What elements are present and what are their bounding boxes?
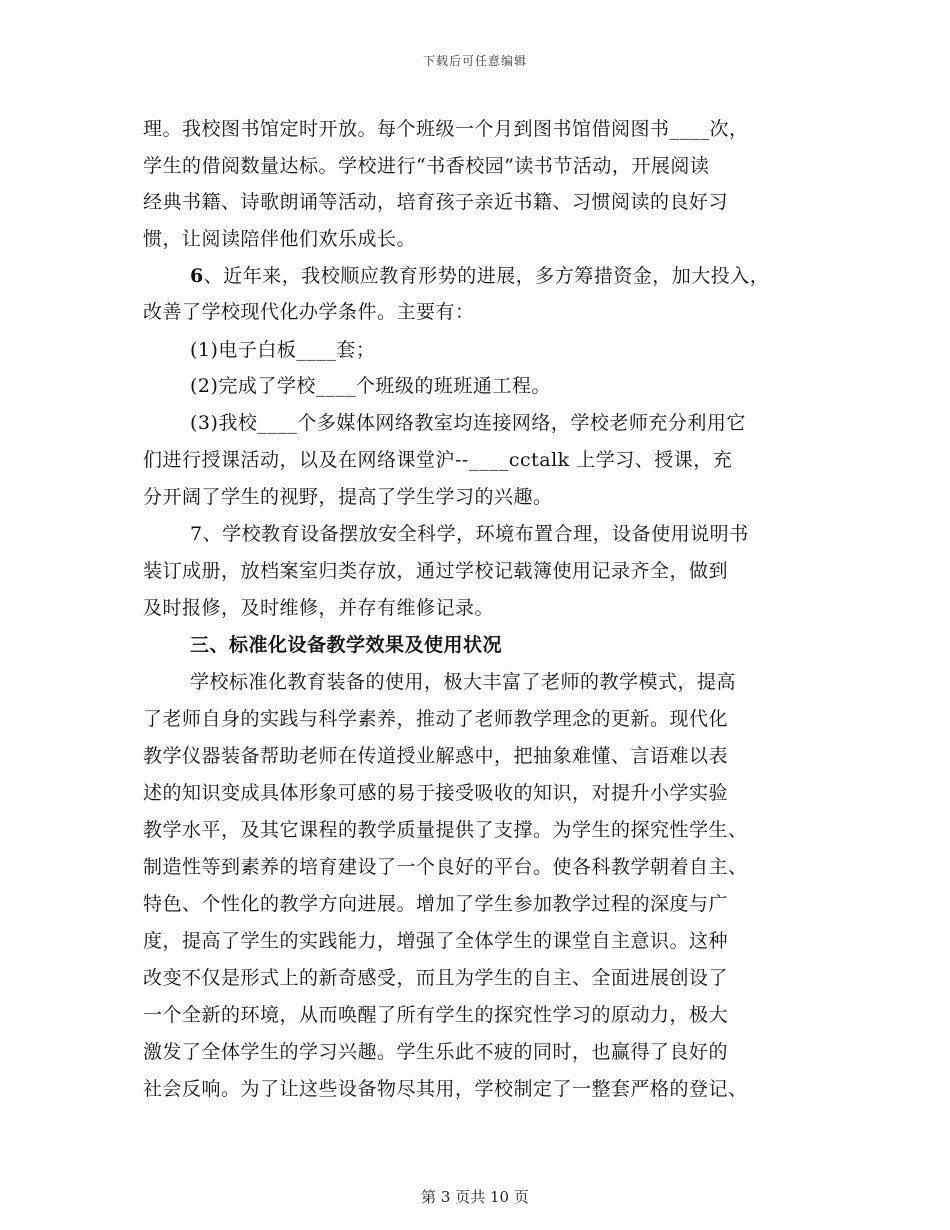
text-line: 经典书籍、诗歌朗诵等活动，培育孩子亲近书籍、习惯阅读的良好习	[143, 191, 729, 213]
text-line: 一个全新的环境，从而唤醒了所有学生的探究性学习的原动力，极大	[143, 1004, 729, 1026]
text-line: 及时报修，及时维修，并存有维修记录。	[143, 597, 495, 619]
text-line: 教学水平，及其它课程的教学质量提供了支撑。为学生的探究性学生、	[143, 819, 748, 841]
item-number: 6	[190, 265, 204, 287]
text-line: 制造性等到素养的培育建设了一个良好的平台。使各科教学朝着自主、	[143, 856, 748, 878]
page-footer: 第 3 页共 10 页	[421, 1188, 529, 1206]
text-line: 学校标准化教育装备的使用，极大丰富了老师的教学模式，提高	[190, 671, 737, 693]
text-line: 改善了学校现代化办学条件。主要有：	[143, 301, 475, 323]
section-heading: 三、标准化设备教学效果及使用状况	[190, 634, 503, 656]
text-line: 述的知识变成具体形象可感的易于接受吸收的知识，对提升小学实验	[143, 782, 729, 804]
text-line: (3)我校____个多媒体网络教室均连接网络，学校老师充分利用它	[190, 412, 746, 434]
text-line: (2)完成了学校____个班级的班班通工程。	[190, 375, 551, 397]
text-line: 激发了全体学生的学习兴趣。学生乐此不疲的同时，也赢得了良好的	[143, 1041, 729, 1063]
text-line: 特色、个性化的教学方向进展。增加了学生参加教学过程的深度与广	[143, 893, 729, 915]
text-line	[190, 264, 769, 288]
text-span: 、近年来，我校顺应教育形势的进展，多方筹措资金，加大投入，	[203, 265, 770, 287]
text-line: 7、学校教育设备摆放安全科学，环境布置合理，设备使用说明书	[190, 523, 749, 545]
text-line: 学生的借阅数量达标。学校进行“书香校园”读书节活动，开展阅读	[143, 155, 710, 177]
text-line: 们进行授课活动，以及在网络课堂沪--____cctalk 上学习、授课，充	[143, 449, 733, 471]
text-line: 分开阔了学生的视野，提高了学生学习的兴趣。	[143, 486, 553, 508]
text-line: 教学仪器装备帮助老师在传道授业解惑中，把抽象难懂、言语难以表	[143, 745, 729, 767]
text-line: 惯，让阅读陪伴他们欢乐成长。	[143, 228, 417, 250]
page-header: 下载后可任意编辑	[422, 54, 527, 68]
text-line: 理。我校图书馆定时开放。每个班级一个月到图书馆借阅图书____次，	[143, 118, 749, 140]
text-line: 度，提高了学生的实践能力，增强了全体学生的课堂自主意识。这种	[143, 930, 729, 952]
text-line: 装订成册，放档案室归类存放，通过学校记载簿使用记录齐全，做到	[143, 560, 729, 582]
text-line: (1)电子白板____套；	[190, 339, 376, 361]
text-line: 社会反响。为了让这些设备物尽其用，学校制定了一整套严格的登记、	[143, 1078, 748, 1100]
text-line: 了老师自身的实践与科学素养，推动了老师教学理念的更新。现代化	[143, 708, 729, 730]
text-line: 改变不仅是形式上的新奇感受，而且为学生的自主、全面进展创设了	[143, 967, 729, 989]
